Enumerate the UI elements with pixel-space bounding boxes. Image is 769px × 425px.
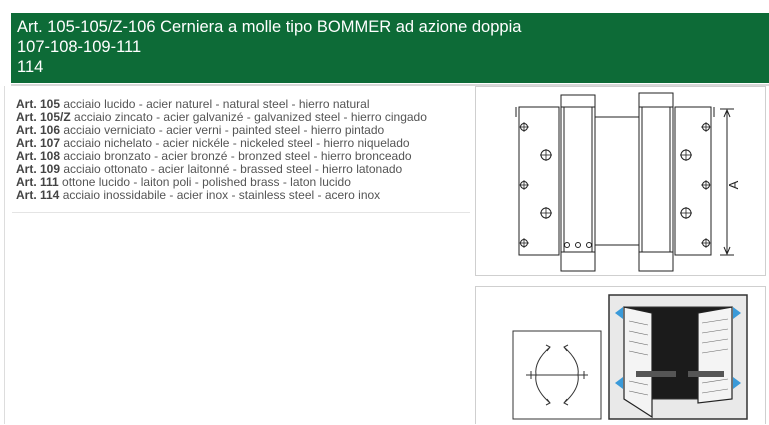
article-code: Art. 109 — [16, 162, 61, 176]
article-code: Art. 107 — [16, 136, 61, 150]
application-svg — [476, 287, 765, 425]
finish-description: ottone lucido - laiton poli - polished brass - laton lucido — [62, 175, 351, 189]
article-code: Art. 111 — [16, 175, 59, 189]
finish-row — [16, 189, 468, 202]
finish-description: acciaio inossidabile - acier inox - stainless steel - acero inox — [62, 188, 381, 202]
article-code: Art. 108 — [16, 149, 61, 163]
finish-description: acciaio ottonato - acier laitonné - brassed steel - hierro latonado — [63, 162, 403, 176]
list-divider — [12, 212, 470, 213]
shutter-door-illustration — [609, 295, 747, 419]
right-barrel — [639, 93, 673, 271]
article-code: Art. 105/Z — [16, 110, 71, 124]
finish-description: acciaio nichelato - acier nickéle - nickeled steel - hierro niquelado — [63, 136, 410, 150]
left-barrel — [561, 95, 595, 271]
dimension-label: A — [726, 180, 741, 190]
left-column-border — [4, 86, 5, 424]
hinge-application-illustration — [475, 286, 766, 424]
right-leaf — [675, 107, 711, 255]
product-title-banner — [11, 13, 769, 83]
hinge-technical-drawing — [475, 86, 766, 276]
double-action-swing-icon — [513, 331, 601, 419]
hinge-drawing-svg — [476, 87, 765, 275]
product-title-line-3: 114 — [17, 58, 44, 76]
article-code: Art. 105 — [16, 97, 61, 111]
product-title-line-1: Art. 105-105/Z-106 Cerniera a molle tipo BOMMER ad azione doppia — [17, 18, 522, 36]
finish-description: acciaio verniciato - acier verni - painted steel - hierro pintado — [63, 123, 385, 137]
finish-description: acciaio bronzato - acier bronzé - bronzed steel - hierro bronceado — [63, 149, 412, 163]
finish-list — [16, 98, 468, 202]
finish-description: acciaio lucido - acier naturel - natural steel - hierro natural — [63, 97, 370, 111]
finish-description: acciaio zincato - acier galvanizé - galvanized steel - hierro cingado — [74, 110, 427, 124]
article-code: Art. 114 — [16, 188, 60, 202]
article-code: Art. 106 — [16, 123, 61, 137]
product-title-line-2: 107-108-109-111 — [17, 38, 142, 56]
left-leaf — [519, 107, 559, 255]
